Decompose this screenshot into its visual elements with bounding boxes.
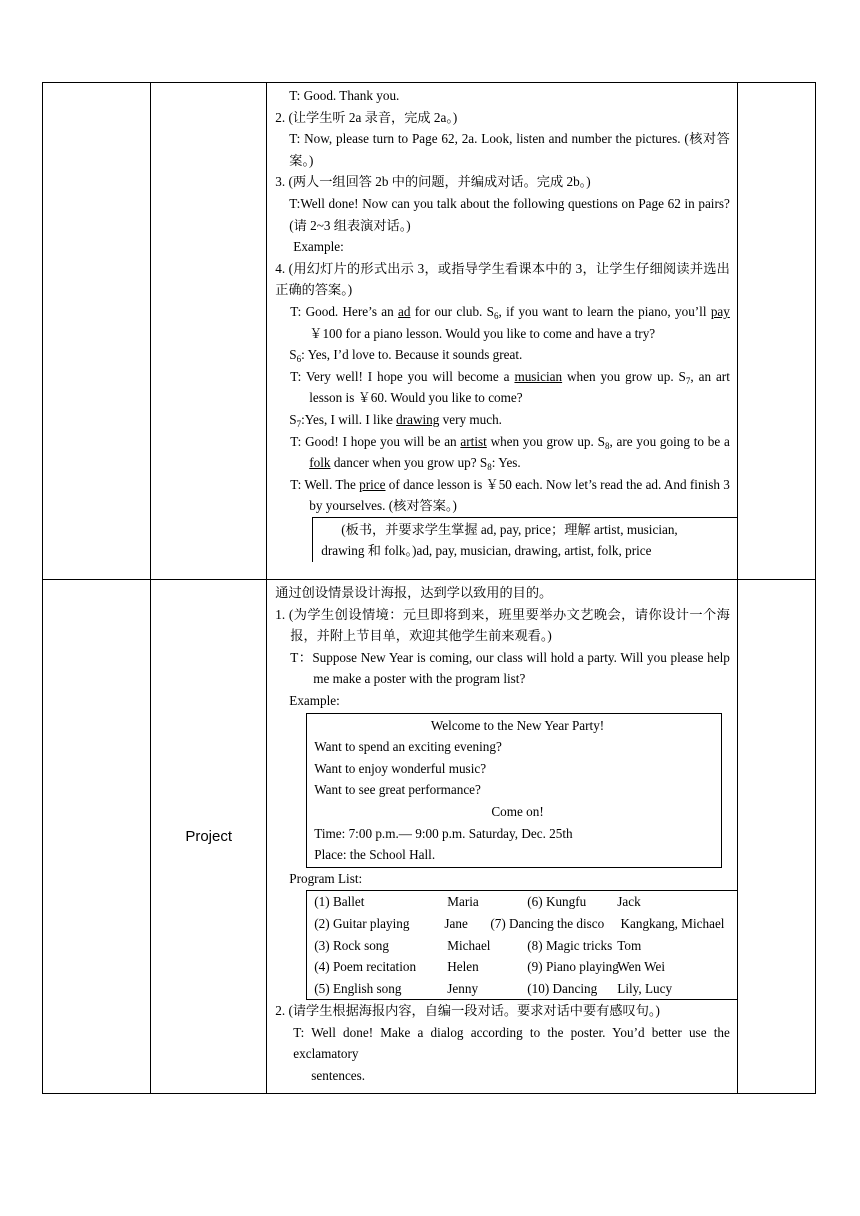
text-line: Want to enjoy wonderful music? [314, 760, 487, 776]
empty-cell [737, 83, 815, 580]
poster-title: Welcome to the New Year Party! [430, 717, 605, 733]
empty-cell [43, 83, 151, 580]
table-row [43, 83, 816, 580]
text-line: Program List: [289, 870, 363, 886]
text-line: sentences. [311, 1068, 366, 1084]
list-item: (4) Poem recitation Helen (9) Piano playing Wen Wei [314, 959, 666, 975]
text-line: Want to see great performance? [314, 782, 481, 798]
text-line: Time: 7:00 p.m.— 9:00 p.m. Saturday, Dec. 25th [314, 825, 573, 841]
text-line: 通过创设情景设计海报，达到学以致用的目的。 [275, 585, 553, 600]
list-item: (2) Guitar playing Jane (7) Dancing the disco Kangkang, Michael [314, 915, 725, 931]
text-line: T: Well done! Make a dialog according to the poster. You’d better use the exclamatory [293, 1024, 730, 1062]
text-line: T：Suppose New Year is coming, our class will hold a party. Will you please help me make a poster with the program list? [290, 649, 730, 687]
list-item: (3) Rock song Michael (8) Magic tricks Tom [314, 937, 642, 953]
text-line: 4. (用幻灯片的形式出示 3，或指导学生看课本中的 3，让学生仔细阅读并选出正确的答案。) [275, 260, 730, 298]
dialog-line: $S_7:Yes$, I will. I like drawing very much. [289, 411, 502, 429]
text-line: 3. (两人一组回答 2b 中的问题，并编成对话。完成 2b。) [275, 174, 591, 190]
board-note-box [312, 517, 738, 562]
empty-cell [737, 580, 815, 1094]
text-line: T:Well done! Now can you talk about the following questions on Page 62 in pairs? (请 2~3 组表演对话。) [289, 195, 730, 233]
procedure-cell [267, 580, 738, 1094]
text-line: 1. (为学生创设情境：元旦即将到来，班里要举办文艺晚会，请你设计一个海报，并附上节目单，欢迎其他学生前来观看。) [275, 606, 730, 644]
dialog-line: $S_6$: Yes, I’d love to. Because it sounds great. [289, 347, 523, 365]
dialog-line: T: Well. The price of dance lesson is ￥50 each. Now let’s read the ad. And finish 3 by yourselves. (核对答案。) [290, 476, 730, 514]
text-line: (板书，并要求学生掌握 ad, pay, price；理解 artist, musician, [341, 521, 678, 537]
dialog-line: T: Good! I hope you will be an artist when you grow up. $S_8$, are you going to be a folk dancer when you grow up? $S_8$: Yes. [290, 433, 730, 473]
text-line: T: Good. Thank you. [289, 88, 400, 103]
text-line: 2. (让学生听 2a 录音，完成 2a。) [275, 109, 458, 125]
lesson-plan-table [42, 82, 816, 1094]
empty-cell [151, 83, 267, 580]
poster-box [306, 713, 722, 868]
stage-label: Project [151, 580, 267, 1094]
text-line: Example: [289, 692, 340, 708]
dialog-line: T: Good. Here’s an ad for our club. $S_6$, if you want to learn the piano, you’ll pay ￥100 for a piano lesson. Would you like to come and have a try? [290, 303, 730, 341]
text-line: 2. (请学生根据海报内容，自编一段对话。要求对话中要有感叹句。) [275, 1003, 660, 1019]
dialog-line: T: Very well! I hope you will become a musician when you grow up. $S_7$, an art lesson is ￥60. Would you like to come? [290, 368, 730, 406]
empty-cell [43, 580, 151, 1094]
text-line: Come on! [491, 803, 544, 819]
text-line: Want to spend an exciting evening? [314, 739, 502, 755]
program-list-box [306, 890, 738, 1000]
list-item: (5) English song Jenny (10) Dancing Lily, Lucy [314, 980, 673, 996]
text-line: Example: [293, 239, 344, 255]
procedure-cell [267, 83, 738, 580]
table-row [43, 580, 816, 1094]
list-item: (1) Ballet Maria (6) Kungfu Jack [314, 894, 641, 910]
text-line: drawing 和 folk。)ad, pay, musician, drawing, artist, folk, price [321, 543, 652, 559]
text-line: Place: the School Hall. [314, 847, 436, 863]
text-line: T: Now, please turn to Page 62, 2a. Look, listen and number the pictures. (核对答案。) [289, 131, 730, 168]
